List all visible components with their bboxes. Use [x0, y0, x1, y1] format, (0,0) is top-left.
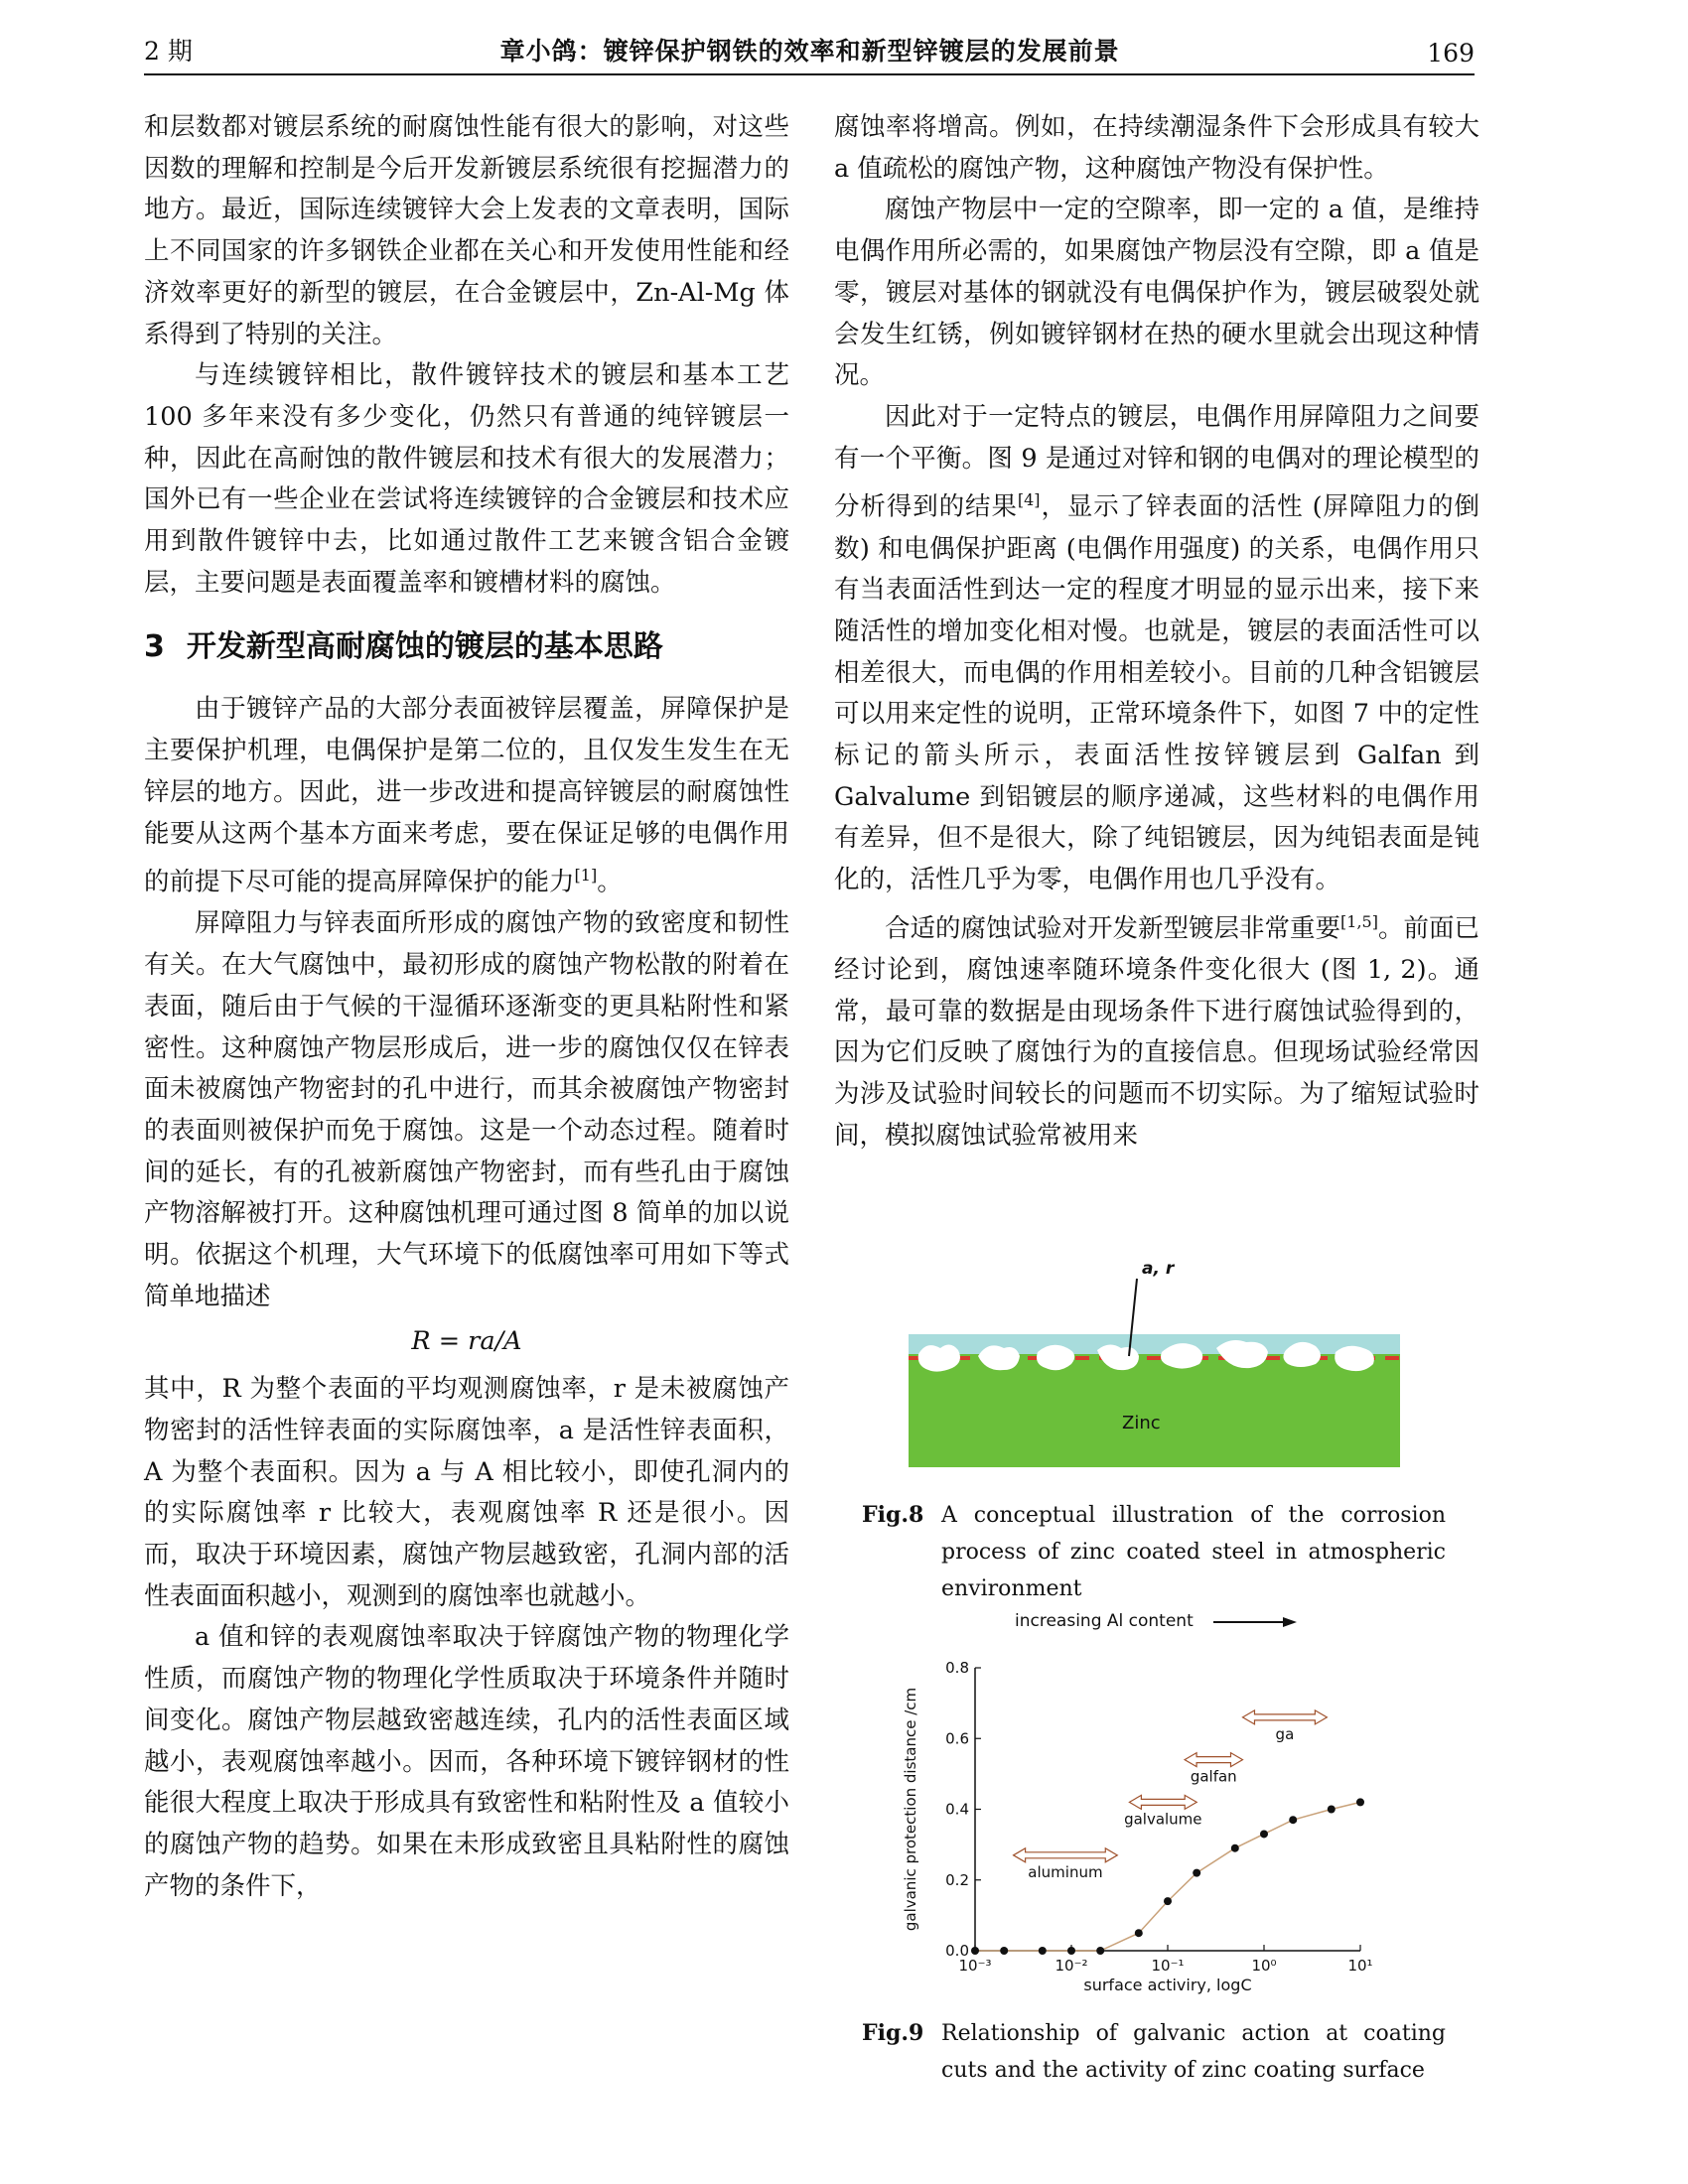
- y-axis-label: galvanic protection distance /cm: [902, 1687, 919, 1932]
- caption-text: A conceptual illustration of the corrosion process of zinc coated steel in atmospheric environment: [941, 1503, 1446, 1601]
- paragraph: 和层数都对镀层系统的耐腐蚀性能有很大的影响，对这些因数的理解和控制是今后开发新镀层系统很有挖掘潜力的地方。最近，国际连续镀锌大会上发表的文章表明，国际上不同国家的许多钢铁企业都在关心和开发使用性能和经济效率更好的新型的镀层，在合金镀层中，Zn-Al-Mg 体系得到了特别的关注。: [144, 112, 789, 349]
- data-point: [1067, 1947, 1075, 1955]
- y-tick-label: 0.6: [945, 1729, 969, 1748]
- caption-label: Fig.9: [862, 2020, 924, 2046]
- annotation-label: galfan: [1190, 1767, 1237, 1786]
- x-tick-label: 10⁻³: [958, 1957, 992, 1975]
- issue-number: 2 期: [144, 37, 193, 66]
- data-point: [1356, 1798, 1364, 1806]
- figure-8-label-zinc: Zinc: [1122, 1413, 1161, 1433]
- right-column: [834, 107, 1479, 1158]
- annotation-label: aluminum: [1028, 1862, 1103, 1881]
- data-point: [1328, 1806, 1336, 1814]
- caption-label: Fig.8: [862, 1502, 924, 1528]
- paragraph: 其中，R 为整个表面的平均观测腐蚀率，r 是未被腐蚀产物密封的活性锌表面的实际腐蚀率，a 是活性锌表面积，A 为整个表面积。因为 a 与 A 相比较小，即使孔洞内的的实际腐蚀率 r 比较大，表观腐蚀率 R 还是很小。因而，取决于环境因素，腐蚀产物层越致密，孔洞内部的活性表面面积越小，观测到的腐蚀率也就越小。: [144, 1374, 789, 1611]
- data-point: [1193, 1869, 1200, 1877]
- figure-9-chart: [894, 1608, 1410, 2005]
- section-title: 开发新型高耐腐蚀的镀层的基本思路: [186, 629, 663, 665]
- x-axis-label: surface activiry, logC: [1083, 1976, 1252, 1994]
- data-point: [1164, 1897, 1172, 1905]
- section-number: 3: [144, 629, 165, 665]
- paragraph: 屏障阻力与锌表面所形成的腐蚀产物的致密度和韧性有关。在大气腐蚀中，最初形成的腐蚀产物松散的附着在表面，随后由于气候的干湿循环逐渐变的更具粘附性和紧密性。这种腐蚀产物层形成后，进一步的腐蚀仅仅在锌表面未被腐蚀产物密封的孔中进行，而其余被腐蚀产物密封的表面则被保护而免于腐蚀。这是一个动态过程。随着时间的延长，有的孔被新腐蚀产物密封，而有些孔由于腐蚀产物溶解被打开。这种腐蚀机理可通过图 8 简单的加以说明。依据这个机理，大气环境下的低腐蚀率可用如下等式简单地描述: [144, 908, 789, 1311]
- x-tick-label: 10⁻¹: [1151, 1957, 1185, 1975]
- x-tick-label: 10⁰: [1251, 1957, 1277, 1975]
- zinc-layer: [909, 1354, 1400, 1467]
- figure-8-illustration: [909, 1259, 1400, 1467]
- x-tick-label: 10¹: [1347, 1957, 1373, 1975]
- page-header: [144, 30, 1475, 75]
- annotation-label: ga: [1275, 1724, 1295, 1743]
- citation: [1,5]: [1340, 911, 1378, 931]
- data-point: [1000, 1947, 1008, 1955]
- paragraph-text: 。前面已经讨论到，腐蚀速率随环境条件变化很大 (图 1, 2)。通常，最可靠的数据是由现场条件下进行腐蚀试验得到的，因为它们反映了腐蚀行为的直接信息。但现场试验经常因为涉及试验时间较长的问题而不切实际。为了缩短试验时间，模拟腐蚀试验常被用来: [834, 913, 1479, 1151]
- annotation-arrow: [1129, 1795, 1196, 1809]
- paragraph: [834, 397, 1479, 901]
- page-number: 169: [1427, 39, 1475, 68]
- data-point: [1289, 1816, 1297, 1824]
- data-point: [1260, 1830, 1268, 1838]
- y-tick-label: 0.0: [945, 1942, 969, 1960]
- data-point: [1096, 1947, 1104, 1955]
- title-arrow-head: [1283, 1617, 1297, 1627]
- paragraph: 腐蚀率将增高。例如，在持续潮湿条件下会形成具有较大 a 值疏松的腐蚀产物，这种腐蚀产物没有保护性。: [834, 112, 1479, 184]
- paragraph: 腐蚀产物层中一定的空隙率，即一定的 a 值，是维持电偶作用所必需的，如果腐蚀产物层没有空隙，即 a 值是零，镀层对基体的钢就没有电偶保护作为，镀层破裂处就会发生红锈，例如镀锌钢材在热的硬水里就会出现这种情况。: [834, 195, 1479, 391]
- data-point: [1231, 1844, 1239, 1852]
- paragraph-text: ，显示了锌表面的活性 (屏障阻力的倒数) 和电偶保护距离 (电偶作用强度) 的关系，电偶作用只有当表面活性到达一定的程度才明显的显示出来，接下来随活性的增加变化相对慢。也就是，镀层的表面活性可以相差很大，而电偶的作用相差较小。目前的几种含铝镀层可以用来定性的说明，正常环境条件下，如图 7 中的定性标记的箭头所示，表面活性按锌镀层到 Galfan 到 Galvalume 到铝镀层的顺序递减，这些材料的电偶作用有差异，但不是很大，除了纯铝镀层，因为纯铝表面是钝化的，活性几乎为零，电偶作用也几乎没有。: [834, 491, 1479, 895]
- y-tick-label: 0.8: [945, 1659, 969, 1677]
- annotation-arrow: [1014, 1848, 1118, 1862]
- data-point: [1039, 1947, 1047, 1955]
- left-column: [144, 107, 789, 1907]
- citation: [1]: [574, 866, 598, 886]
- annotation-label: galvalume: [1124, 1810, 1202, 1829]
- paragraph-end: 。: [597, 867, 623, 897]
- citation: [4]: [1017, 490, 1041, 510]
- paragraph: a 值和锌的表观腐蚀率取决于锌腐蚀产物的物理化学性质，而腐蚀产物的物理化学性质取决于环境条件并随时间变化。腐蚀产物层越致密越连续，孔内的活性表面区域越小，表观腐蚀率越小。因而，各种环境下镀锌钢材的性能很大程度上取决于形成具有致密性和粘附性及 a 值较小的腐蚀产物的趋势。如果在未形成致密且具粘附性的腐蚀产物的条件下，: [144, 1622, 789, 1901]
- chart-title: increasing Al content: [1015, 1611, 1194, 1631]
- paragraph: [144, 689, 789, 903]
- equation: R = ra/A: [411, 1326, 522, 1357]
- paragraph: 与连续镀锌相比，散件镀锌技术的镀层和基本工艺 100 多年来没有多少变化，仍然只有普通的纯锌镀层一种，因此在高耐蚀的散件镀层和技术有很大的发展潜力；国外已有一些企业在尝试将连续镀锌的合金镀层和技术应用到散件镀锌中去，比如通过散件工艺来镀含铝合金镀层，主要问题是表面覆盖率和镀槽材料的腐蚀。: [144, 360, 789, 598]
- section-heading: [144, 627, 789, 667]
- paragraph-text: 因此对于一定特点的镀层，电偶作用屏障阻力之间要有一个平衡。图 9 是通过对锌和钢的电偶对的理论模型的分析得到的结果: [834, 401, 1479, 522]
- y-tick-label: 0.4: [945, 1800, 969, 1819]
- figure-8-caption: [862, 1497, 1458, 1607]
- annotation-arrow: [1242, 1710, 1327, 1724]
- paragraph: [834, 901, 1479, 1158]
- running-title: 章小鸽：镀锌保护钢铁的效率和新型锌镀层的发展前景: [499, 37, 1120, 66]
- data-point: [1135, 1929, 1143, 1937]
- x-tick-label: 10⁻²: [1055, 1957, 1088, 1975]
- figure-9-caption: [862, 2015, 1458, 2089]
- y-tick-label: 0.2: [945, 1870, 969, 1889]
- paragraph-text: 合适的腐蚀试验对开发新型镀层非常重要: [885, 913, 1341, 944]
- data-point: [971, 1947, 979, 1955]
- caption-text: Relationship of galvanic action at coating cuts and the activity of zinc coating surface: [941, 2021, 1446, 2083]
- annotation-arrow: [1185, 1753, 1242, 1767]
- figure-8-label-ar: a, r: [1142, 1259, 1175, 1279]
- paragraph-text: 由于镀锌产品的大部分表面被锌层覆盖，屏障保护是主要保护机理，电偶保护是第二位的，且仅发生发生在无锌层的地方。因此，进一步改进和提高锌镀层的耐腐蚀性能要从这两个基本方面来考虑，要在保证足够的电偶作用的前提下尽可能的提高屏障保护的能力: [144, 694, 789, 897]
